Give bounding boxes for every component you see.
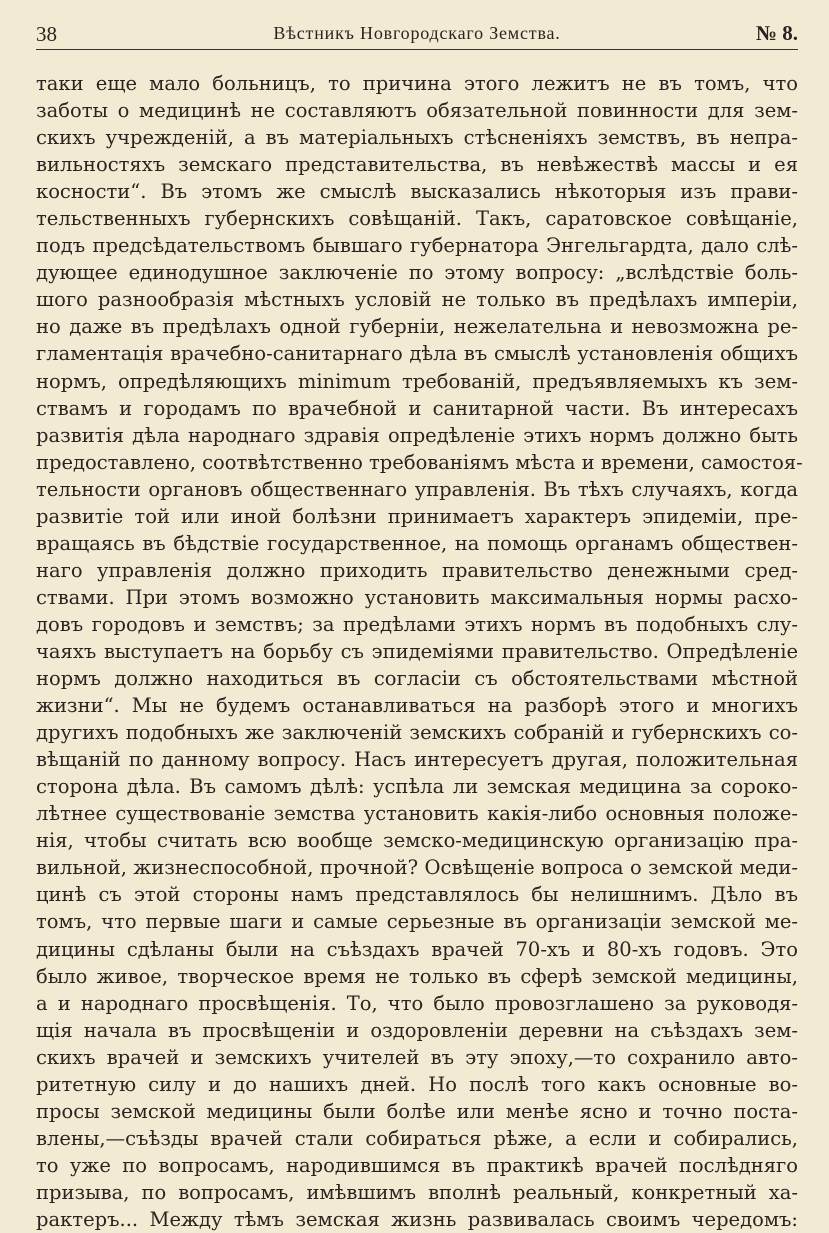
text-line: ритетную силу и до нашихъ дней. Но послѣ того какъ основные во- <box>36 1072 798 1096</box>
text-line: рактеръ... Между тѣмъ земская жизнь развивалась своимъ чередомъ: <box>36 1207 798 1231</box>
page-header <box>36 18 798 48</box>
text-line: лѣтнее существованіе земства установить какія-либо основныя положе- <box>36 802 798 826</box>
text-line: тельности органовъ общественнаго управленія. Въ тѣхъ случаяхъ, когда <box>36 477 798 501</box>
text-line: вильной, жизнеспособной, прочной? Освѣщеніе вопроса о земской меди- <box>36 856 798 880</box>
text-line: развитіе той или иной болѣзни принимаетъ характеръ эпидеміи, пре- <box>36 504 798 528</box>
text-line: ствами. При этомъ возможно установить максимальныя нормы расхо- <box>36 585 798 609</box>
text-line: призыва, по вопросамъ, имѣвшимъ вполнѣ реальный, конкретный ха- <box>36 1180 798 1204</box>
text-line: было живое, творческое время не только въ сферѣ земской медицины, <box>36 964 798 988</box>
text-line: довъ городовъ и земствъ; за предѣлами этихъ нормъ въ подобныхъ слу- <box>36 612 798 636</box>
text-line: томъ, что первые шаги и самые серьезные въ организаціи земской ме- <box>36 910 798 934</box>
text-line: вѣщаній по данному вопросу. Насъ интересуетъ другая, положительная <box>36 748 798 772</box>
text-line: влены,—съѣзды врачей стали собираться рѣже, а если и собирались, <box>36 1126 798 1150</box>
text-line: цинѣ съ этой стороны намъ представлялось бы нелишнимъ. Дѣло въ <box>36 883 798 907</box>
text-line: шого разнообразія мѣстныхъ условій не только въ предѣлахъ имперіи, <box>36 288 798 312</box>
text-line: таки еще мало больницъ, то причина этого лежитъ не въ томъ, что <box>36 72 798 95</box>
text-line: нормъ должно находиться въ согласіи съ обстоятельствами мѣстной <box>36 667 798 691</box>
text-line: нія, чтобы считать всю вообще земско-медицинскую организацію пра- <box>36 829 798 853</box>
text-line: то уже по вопросамъ, народившимся въ практикѣ врачей послѣдняго <box>36 1153 798 1177</box>
text-line: но даже въ предѣлахъ одной губерніи, нежелательна и невозможна ре- <box>36 315 798 339</box>
page-number: 38 <box>36 22 57 46</box>
text-line: вращаясь въ бѣдствіе государственное, на помощь органамъ обществен- <box>36 531 798 555</box>
text-line: тельственныхъ губернскихъ совѣщаній. Такъ, саратовское совѣщаніе, <box>36 207 798 231</box>
text-line: заботы о медицинѣ не составляютъ обязательной повинности для зем- <box>36 99 798 123</box>
text-line: развитія дѣла народнаго здравія опредѣленіе этихъ нормъ должно быть <box>36 423 798 447</box>
text-line: сторона дѣла. Въ самомъ дѣлѣ: успѣла ли земская медицина за сороко- <box>36 775 798 799</box>
text-line: чаяхъ выступаетъ на борьбу съ эпидеміями правительство. Опредѣленіе <box>36 639 798 663</box>
body-text <box>36 70 803 1233</box>
text-line: наго управленія должно приходить правительство денежными сред- <box>36 558 798 582</box>
text-line: просы земской медицины были болѣе или менѣе ясно и точно поста- <box>36 1099 798 1123</box>
text-line: нормъ, опредѣляющихъ minimum требованій, предъявляемыхъ къ зем- <box>36 369 798 393</box>
text-line: вильностяхъ земскаго представительства, въ невѣжествѣ массы и ея <box>36 153 798 177</box>
text-line: а и народнаго просвѣщенія. То, что было провозглашено за руководя- <box>36 991 798 1015</box>
text-line: другихъ подобныхъ же заключеній земскихъ собраній и губернскихъ со- <box>36 721 798 745</box>
issue-number: № 8. <box>755 21 798 45</box>
text-line: ствамъ и городамъ по врачебной и санитарной части. Въ интересахъ <box>36 396 798 420</box>
text-line: подъ предсѣдательствомъ бывшаго губернатора Энгельгардта, дало слѣ- <box>36 234 798 258</box>
text-line: щія начала въ просвѣщеніи и оздоровленіи деревни на съѣздахъ зем- <box>36 1018 798 1042</box>
text-line: косности“. Въ этомъ же смыслѣ высказались нѣкоторыя изъ прави- <box>36 180 798 204</box>
text-line: скихъ врачей и земскихъ учителей въ эту эпоху,—то сохранило авто- <box>36 1045 798 1069</box>
text-line: гламентація врачебно-санитарнаго дѣла въ смыслѣ установленія общихъ <box>36 342 798 366</box>
text-line: жизни“. Мы не будемъ останавливаться на разборѣ этого и многихъ <box>36 694 798 718</box>
text-line: дицины сдѣланы были на съѣздахъ врачей 70-хъ и 80-хъ годовъ. Это <box>36 937 798 961</box>
text-line: скихъ учрежденій, а въ матеріальныхъ стѣсненіяхъ земствъ, въ непра- <box>36 126 798 150</box>
text-line: предоставлено, соотвѣтственно требованіямъ мѣста и времени, самостоя- <box>36 450 803 474</box>
text-line: дующее единодушное заключеніе по этому вопросу: „вслѣдствіе боль- <box>36 261 798 285</box>
header-rule <box>36 49 798 50</box>
running-title: Вѣстникъ Новгородскаго Земства. <box>273 23 561 43</box>
